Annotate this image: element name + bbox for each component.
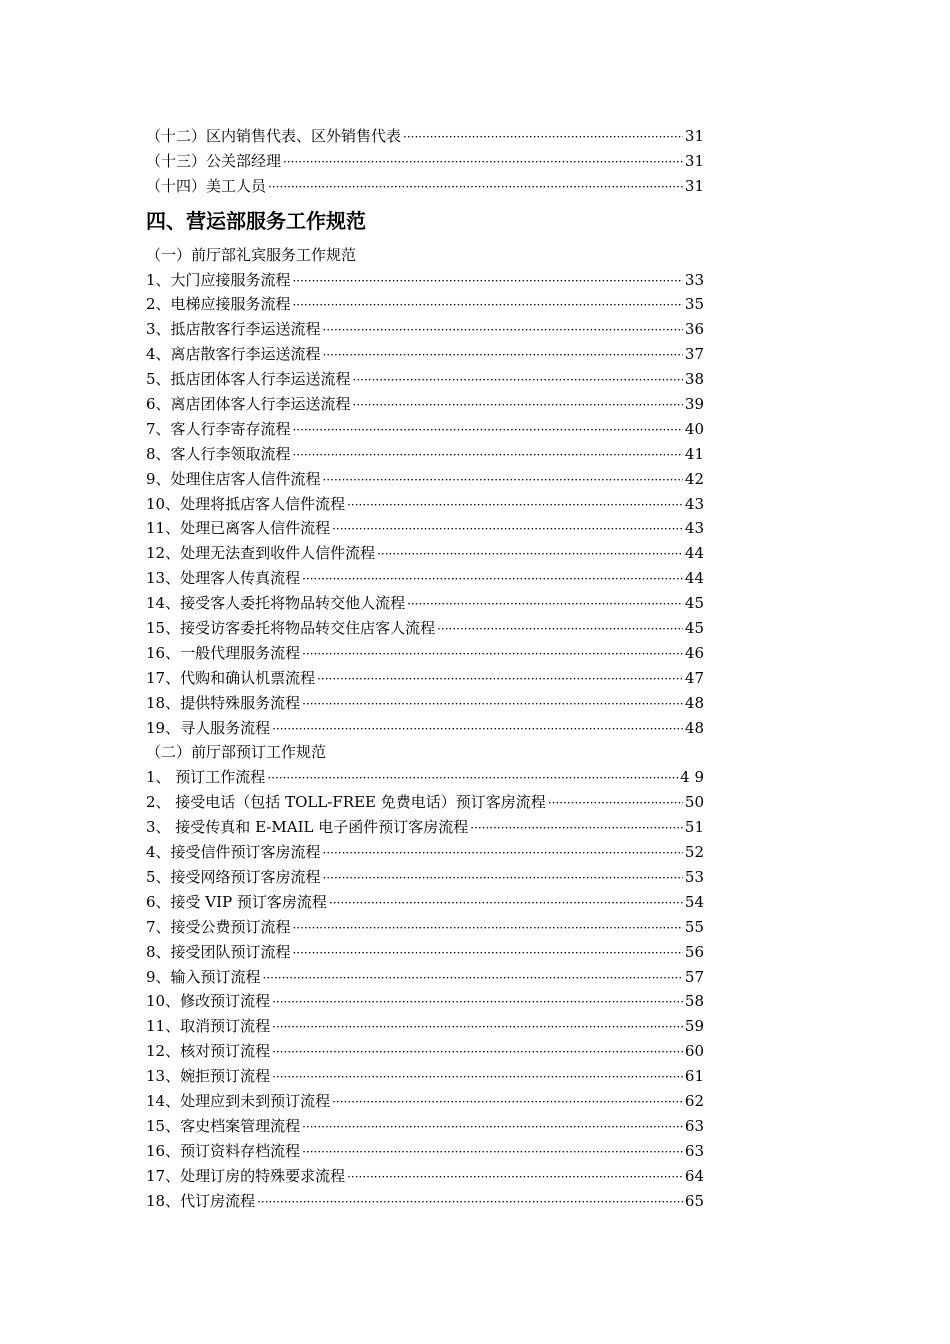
toc-leader-dots <box>353 393 683 418</box>
toc-entry-label: 2、电梯应接服务流程 <box>146 295 291 314</box>
toc-entry-page: 42 <box>684 469 704 488</box>
toc-entry[interactable] <box>146 149 716 174</box>
toc-leader-dots <box>302 642 683 667</box>
toc-entry-label: 5、接受网络预订客房流程 <box>146 867 321 886</box>
toc-entry-page: 43 <box>684 494 704 513</box>
toc-leader-dots <box>323 866 683 891</box>
toc-entry-label: 18、代订房流程 <box>146 1191 256 1210</box>
toc-entry-label: 11、取消预订流程 <box>146 1017 271 1036</box>
toc-leader-dots <box>377 542 683 567</box>
toc-entry-label: 7、接受公费预订流程 <box>146 917 291 936</box>
toc-entry-label: 3、抵店散客行李运送流程 <box>146 320 321 339</box>
toc-entry-label: 15、客史档案管理流程 <box>146 1116 301 1135</box>
toc-leader-dots <box>470 816 683 841</box>
toc-entry-page: 65 <box>684 1191 704 1210</box>
toc-entry-label: 7、客人行李寄存流程 <box>146 419 291 438</box>
toc-leader-dots <box>323 343 683 368</box>
toc-leader-dots <box>272 1015 683 1040</box>
toc-entry[interactable] <box>146 1139 716 1164</box>
toc-top-entries <box>146 124 716 199</box>
toc-entry-page: 41 <box>684 444 704 463</box>
toc-entry-page: 44 <box>684 569 704 588</box>
toc-leader-dots <box>347 1165 683 1190</box>
toc-entry[interactable] <box>146 1064 716 1089</box>
toc-entry-page: 48 <box>684 693 704 712</box>
toc-entry-label: 11、处理已离客人信件流程 <box>146 519 331 538</box>
toc-leader-dots <box>293 443 683 468</box>
toc-leader-dots <box>548 791 683 816</box>
toc-entry[interactable] <box>146 392 716 417</box>
toc-entry[interactable] <box>146 765 716 790</box>
toc-entry-page: 33 <box>684 270 704 289</box>
toc-entry-label: 8、客人行李领取流程 <box>146 444 291 463</box>
toc-leader-dots <box>293 418 683 443</box>
toc-entry-page: 59 <box>684 1017 704 1036</box>
toc-entry[interactable] <box>146 516 716 541</box>
toc-entry-page: 64 <box>684 1166 704 1185</box>
toc-entry-page: 51 <box>684 818 704 837</box>
toc-entry-page: 54 <box>684 892 704 911</box>
toc-leader-dots <box>302 1115 683 1140</box>
toc-entry-label: 6、接受 VIP 预订客房流程 <box>146 892 327 911</box>
toc-entry[interactable] <box>146 174 716 199</box>
toc-leader-dots <box>293 293 683 318</box>
toc-entry-label: 13、婉拒预订流程 <box>146 1067 271 1086</box>
toc-leader-dots <box>302 567 683 592</box>
toc-leader-dots <box>302 692 683 717</box>
toc-entry-page: 31 <box>684 176 704 195</box>
toc-leader-dots <box>272 1040 683 1065</box>
section-title: 四、营运部服务工作规范 <box>146 208 366 233</box>
toc-entry-page: 53 <box>684 867 704 886</box>
toc-entry[interactable] <box>146 790 716 815</box>
toc-entry-label: 4、离店散客行李运送流程 <box>146 345 321 364</box>
toc-entry-page: 38 <box>684 370 704 389</box>
toc-entry-page: 45 <box>684 619 704 638</box>
toc-entry[interactable] <box>146 292 716 317</box>
toc-leader-dots <box>407 592 683 617</box>
toc-entry-label: 14、处理应到未到预订流程 <box>146 1091 331 1110</box>
toc-leader-dots <box>272 1065 683 1090</box>
toc-entry-label: 5、抵店团体客人行李运送流程 <box>146 370 351 389</box>
toc-entry[interactable] <box>146 989 716 1014</box>
toc-entry[interactable] <box>146 124 716 149</box>
toc-entry[interactable] <box>146 691 716 716</box>
toc-entry[interactable] <box>146 865 716 890</box>
toc-entry-label: 16、一般代理服务流程 <box>146 643 301 662</box>
toc-entry-label: 17、处理订房的特殊要求流程 <box>146 1166 346 1185</box>
toc-entry-page: 50 <box>684 793 704 812</box>
toc-entry-page: 58 <box>684 992 704 1011</box>
toc-entry-label: 3、 接受传真和 E-MAIL 电子函件预订客房流程 <box>146 818 469 837</box>
toc-entry-label: 13、处理客人传真流程 <box>146 569 301 588</box>
toc-leader-dots <box>437 617 683 642</box>
toc-entry-page: 4 9 <box>680 768 704 787</box>
toc-entry[interactable] <box>146 268 716 293</box>
toc-entry-label: （十三）公关部经理 <box>146 151 282 170</box>
toc-entry-page: 43 <box>684 519 704 538</box>
toc-entry-label: 10、修改预订流程 <box>146 992 271 1011</box>
toc-entry-page: 37 <box>684 345 704 364</box>
toc-entry-page: 52 <box>684 843 704 862</box>
group2-title: （二）前厅部预订工作规范 <box>146 743 327 762</box>
toc-entry-label: （十四）美工人员 <box>146 176 267 195</box>
toc-entry[interactable] <box>146 641 716 666</box>
toc-entry[interactable] <box>146 1039 716 1064</box>
toc-leader-dots <box>353 368 683 393</box>
toc-leader-dots <box>257 1190 683 1215</box>
toc-entry-page: 55 <box>684 917 704 936</box>
toc-entry[interactable] <box>146 1114 716 1139</box>
toc-entry-page: 56 <box>684 942 704 961</box>
toc-entry[interactable] <box>146 442 716 467</box>
toc-entry[interactable] <box>146 566 716 591</box>
toc-entry-label: 18、提供特殊服务流程 <box>146 693 301 712</box>
toc-entry-label: 16、预订资料存档流程 <box>146 1141 301 1160</box>
toc-entry-label: 1、大门应接服务流程 <box>146 270 291 289</box>
toc-entry[interactable] <box>146 1014 716 1039</box>
group2-entries <box>146 765 716 1213</box>
toc-leader-dots <box>332 1090 683 1115</box>
toc-leader-dots <box>323 318 683 343</box>
toc-entry-label: 14、接受客人委托将物品转交他人流程 <box>146 594 406 613</box>
toc-entry[interactable] <box>146 467 716 492</box>
toc-entry-label: 12、处理无法查到收件人信件流程 <box>146 544 376 563</box>
toc-entry-page: 62 <box>684 1091 704 1110</box>
toc-leader-dots <box>267 766 678 791</box>
toc-entry[interactable] <box>146 666 716 691</box>
toc-entry[interactable] <box>146 541 716 566</box>
toc-entry[interactable] <box>146 367 716 392</box>
toc-entry-label: 1、 预订工作流程 <box>146 768 266 787</box>
toc-leader-dots <box>403 125 683 150</box>
toc-leader-dots <box>317 667 683 692</box>
toc-entry-label: 15、接受访客委托将物品转交住店客人流程 <box>146 619 436 638</box>
toc-entry-page: 45 <box>684 594 704 613</box>
toc-entry-page: 60 <box>684 1042 704 1061</box>
toc-leader-dots <box>268 175 683 200</box>
toc-entry-page: 63 <box>684 1141 704 1160</box>
toc-entry-page: 44 <box>684 544 704 563</box>
toc-page <box>146 124 716 1213</box>
toc-entry-label: 4、接受信件预订客房流程 <box>146 843 321 862</box>
toc-entry-page: 36 <box>684 320 704 339</box>
toc-entry[interactable] <box>146 492 716 517</box>
toc-entry-label: 10、处理将抵店客人信件流程 <box>146 494 346 513</box>
toc-entry-label: 6、离店团体客人行李运送流程 <box>146 395 351 414</box>
toc-entry-label: 8、接受团队预订流程 <box>146 942 291 961</box>
toc-leader-dots <box>302 1140 683 1165</box>
group1-entries <box>146 268 716 741</box>
toc-entry-label: 19、寻人服务流程 <box>146 718 271 737</box>
toc-entry-page: 46 <box>684 643 704 662</box>
toc-entry-label: 12、核对预订流程 <box>146 1042 271 1061</box>
group1-title: （一）前厅部礼宾服务工作规范 <box>146 245 357 264</box>
toc-entry[interactable] <box>146 1089 716 1114</box>
toc-entry-page: 39 <box>684 395 704 414</box>
toc-entry[interactable] <box>146 716 716 741</box>
toc-entry-label: 17、代购和确认机票流程 <box>146 668 316 687</box>
toc-entry-label: 9、输入预订流程 <box>146 967 261 986</box>
toc-entry[interactable] <box>146 890 716 915</box>
toc-leader-dots <box>323 468 683 493</box>
toc-entry-page: 40 <box>684 419 704 438</box>
toc-entry[interactable] <box>146 1164 716 1189</box>
toc-leader-dots <box>329 891 683 916</box>
toc-leader-dots <box>347 493 683 518</box>
toc-entry[interactable] <box>146 616 716 641</box>
toc-leader-dots <box>293 916 683 941</box>
toc-leader-dots <box>293 269 683 294</box>
toc-entry-label: （十二）区内销售代表、区外销售代表 <box>146 127 402 145</box>
toc-entry-page: 31 <box>684 151 704 170</box>
toc-entry-label: 9、处理住店客人信件流程 <box>146 469 321 488</box>
toc-leader-dots <box>323 841 683 866</box>
toc-entry[interactable] <box>146 317 716 342</box>
toc-entry[interactable] <box>146 417 716 442</box>
toc-entry[interactable] <box>146 815 716 840</box>
toc-entry-label: 2、 接受电话（包括 TOLL-FREE 免费电话）预订客房流程 <box>146 793 546 812</box>
toc-entry[interactable] <box>146 1189 716 1214</box>
toc-leader-dots <box>283 150 683 175</box>
toc-entry-page: 35 <box>684 295 704 314</box>
toc-entry-page: 63 <box>684 1116 704 1135</box>
toc-entry-page: 48 <box>684 718 704 737</box>
toc-entry[interactable] <box>146 915 716 940</box>
toc-leader-dots <box>272 990 683 1015</box>
toc-entry[interactable] <box>146 965 716 990</box>
toc-entry[interactable] <box>146 591 716 616</box>
toc-leader-dots <box>293 941 683 966</box>
toc-entry-page: 57 <box>684 967 704 986</box>
toc-leader-dots <box>272 717 683 742</box>
toc-entry[interactable] <box>146 840 716 865</box>
toc-leader-dots <box>332 517 683 542</box>
toc-entry-page: 61 <box>684 1067 704 1086</box>
toc-entry-page: 31 <box>684 127 704 145</box>
toc-leader-dots <box>263 966 683 991</box>
toc-entry[interactable] <box>146 940 716 965</box>
toc-entry-page: 47 <box>684 668 704 687</box>
toc-entry[interactable] <box>146 342 716 367</box>
